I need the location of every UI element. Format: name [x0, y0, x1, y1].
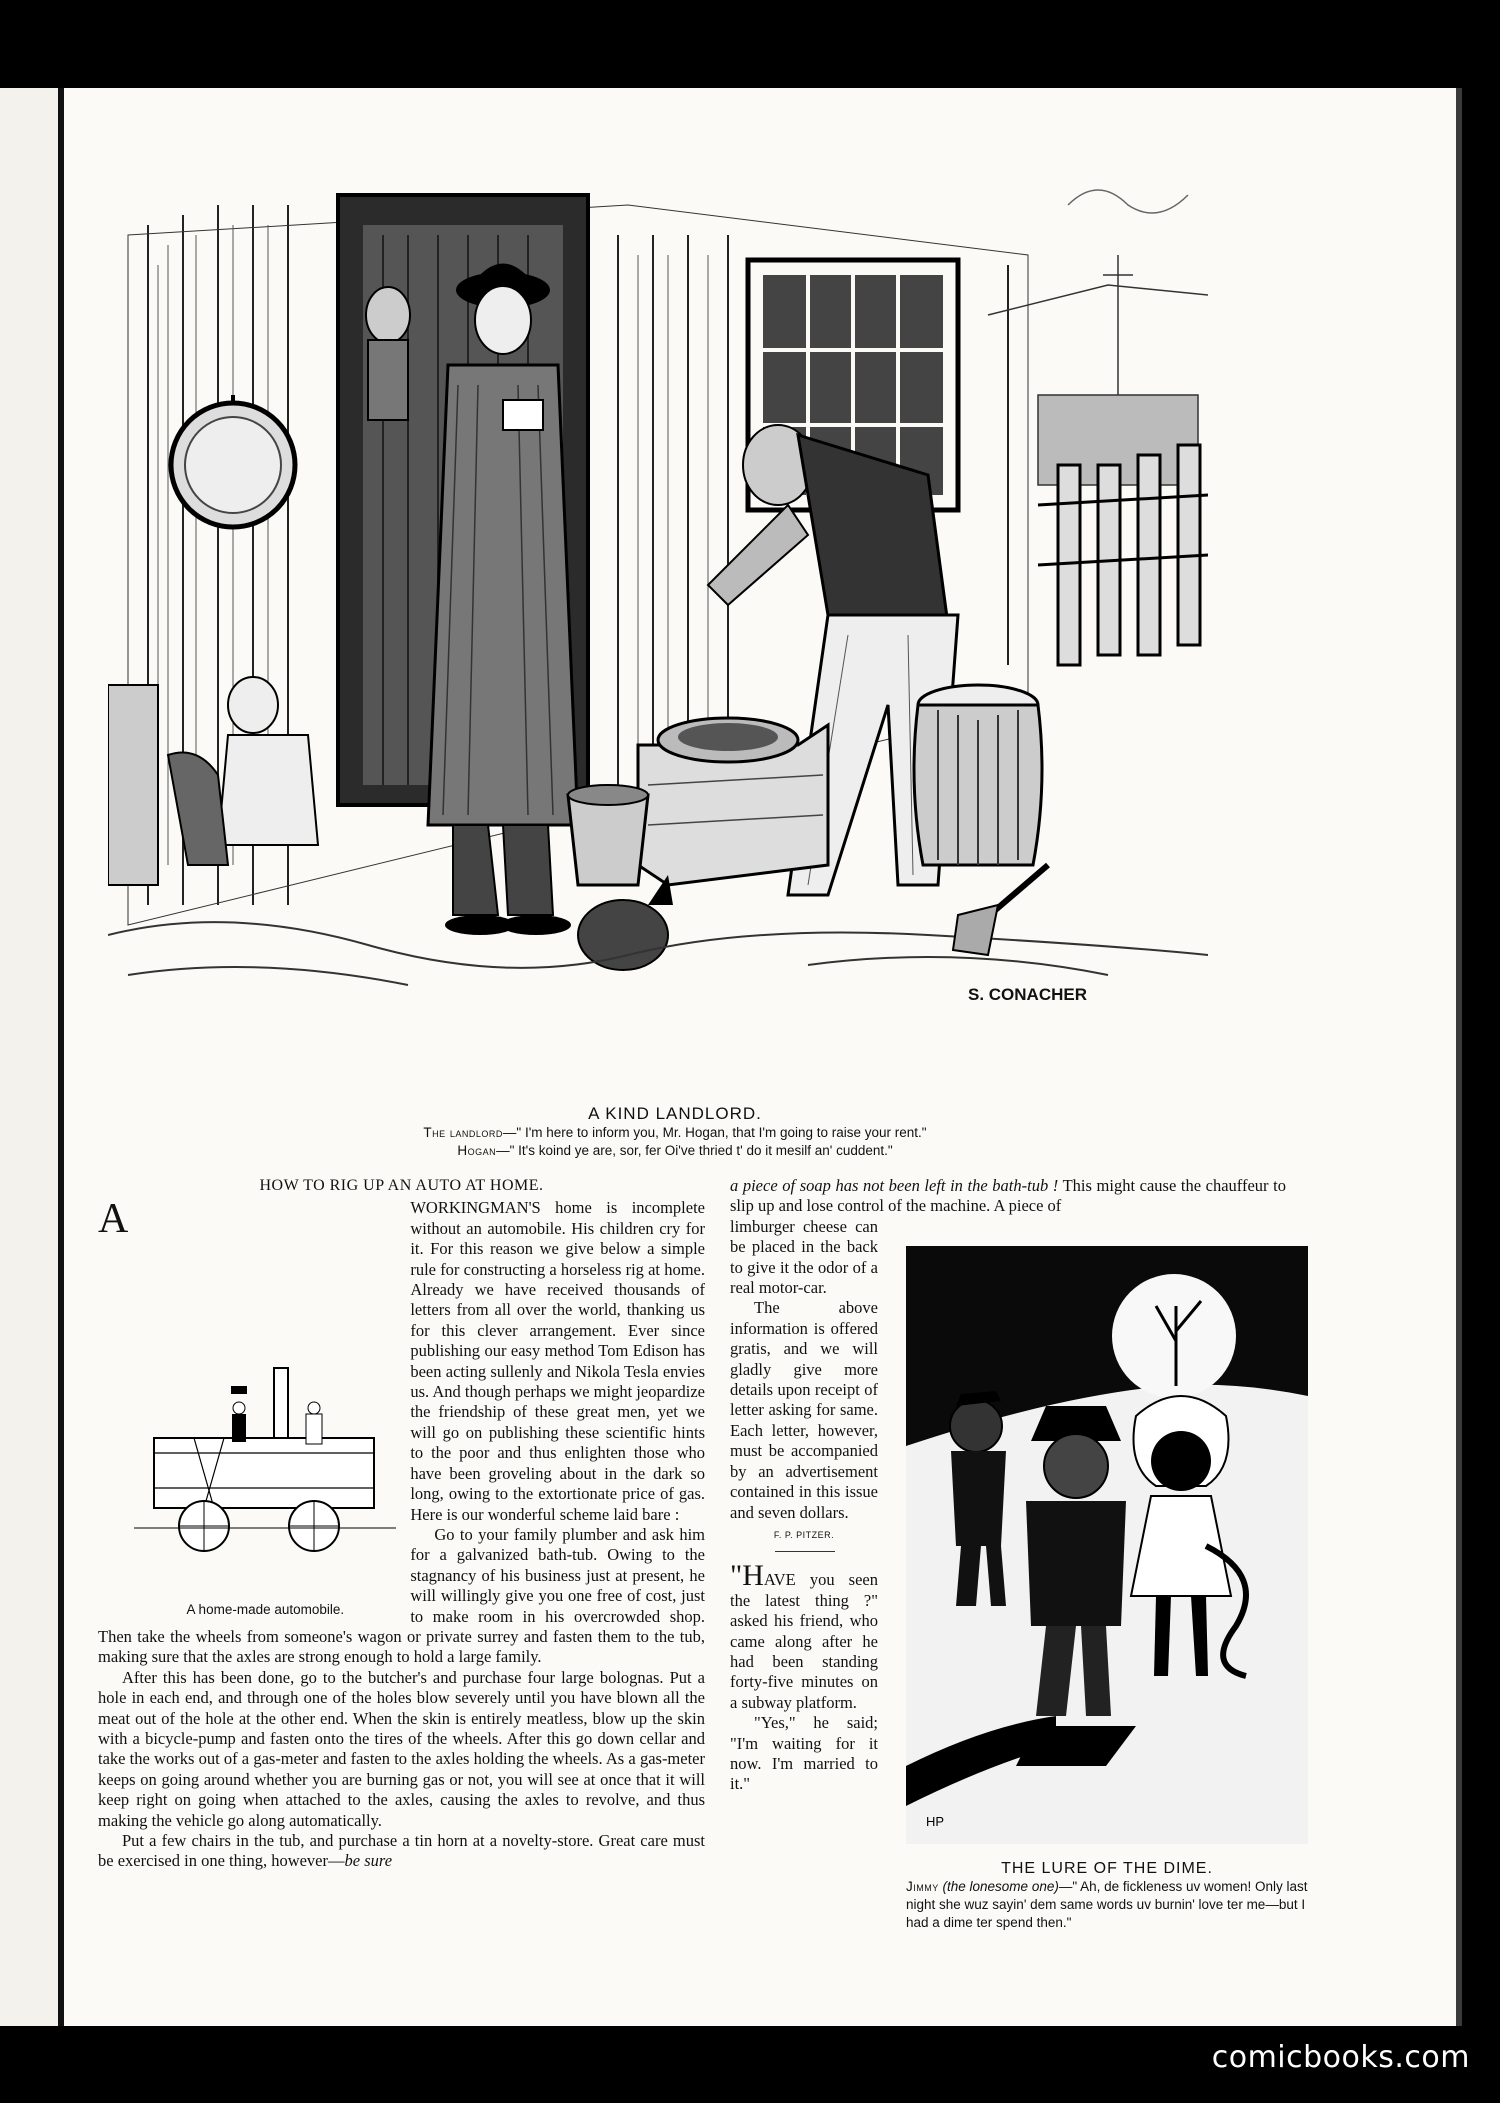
joke-text-1: AVE you seen the latest thing ?" asked his friend, who came along after he had been standing forty-five minutes on a subway platform.: [730, 1570, 878, 1712]
joke-paragraph-2: "Yes," he said; "I'm waiting for it now. I'm married to it.": [730, 1713, 878, 1794]
caption-line-hogan: [150, 1142, 1200, 1160]
article-paragraph-2: Go to your family plumber and ask him for a galvanized bath-tub. Owing to the stagnancy of his business just at present, he will willingly give you one free of cost, just to make room in his overcrowded shop. Then take the wheels from someone's wagon or private surrey and fasten them to the tub, making sure that the axles are strong enough to hold a large family.: [98, 1524, 705, 1667]
limburger-paragraph: limburger cheese can be placed in the back to give it the odor of a real motor-car.: [730, 1216, 878, 1298]
joke-paragraph-1: [730, 1559, 878, 1713]
site-watermark: comicbooks.com: [1211, 2040, 1470, 2075]
article-continuation: [730, 1176, 1286, 1217]
automobile-drawing: [134, 1358, 396, 1598]
separator-rule: [775, 1551, 835, 1552]
lure-of-the-dime-illustration: [906, 1246, 1308, 1844]
chauffeur-text: This might cause the chauffeur to slip up and lose control of the machine. A piece of: [730, 1176, 1286, 1216]
speaker-hogan: Hogan: [457, 1143, 497, 1158]
figure-caption: A home-made automobile.: [186, 1602, 345, 1617]
speaker-jimmy: Jimmy: [906, 1879, 939, 1894]
caption-line-landlord: [150, 1124, 1200, 1142]
dime-caption-title: THE LURE OF THE DIME.: [1001, 1860, 1213, 1877]
caption-title: A KIND LANDLORD.: [588, 1104, 762, 1123]
previous-page-edge: [0, 88, 58, 2026]
lure-of-the-dime-caption: [906, 1860, 1308, 1932]
soap-warning: a piece of soap has not been left in the bath-tub !: [730, 1176, 1059, 1195]
offer-paragraph: The above information is offered gratis, and we will gladly give more details upon receipt of letter asking for same. Each letter, however, must be accompanied by an advertisement contained in this issue and seven dollars.: [730, 1298, 878, 1522]
landlord-dialogue: —" I'm here to inform you, Mr. Hogan, that I'm going to raise your rent.": [502, 1125, 927, 1140]
article-paragraph-4-text: Put a few chairs in the tub, and purchase a tin horn at a novelty-store. Great care must be exercised in one thing, however—: [98, 1831, 705, 1871]
article-paragraph-3: After this has been done, go to the butcher's and purchase four large bolognas. Put a hole in each end, and through one of the holes blow severely until you have blown all the meat out of the hole at the other end. When the skin is entirely meatless, blow up the skin with a bicycle-pump and fasten onto the tires of the wheels. After this go down cellar and take the works out of a gas-meter and fasten to the axles holding the wheels. As a gas-meter keeps on going around whether you are burning gas or not, you will see at once that it will keep right on going when attached to the axles, causing the axles to revolve, and thus making the vehicle go along automatically.: [98, 1667, 705, 1830]
narrow-column: [730, 1217, 878, 1795]
page-edge-shadow: [1456, 88, 1462, 2026]
jimmy-dialogue: —" Ah, de fickleness uv women! Only last night she wuz sayin' dem same words uv burnin' love ter me—but I had a dime ter spend then.": [906, 1879, 1308, 1930]
hogan-dialogue: —" It's koind ye are, sor, fer Oi've thried t' do it mesilf an' cuddent.": [496, 1143, 893, 1158]
article-column: [98, 1176, 705, 1872]
home-made-automobile-figure: [134, 1358, 396, 1620]
joke-bigletter: H: [742, 1559, 764, 1593]
drop-cap: A: [98, 1196, 129, 1243]
article-title: HOW TO RIG UP AN AUTO AT HOME.: [259, 1177, 544, 1194]
joke-open-quote: ": [730, 1559, 743, 1593]
kind-landlord-caption: [150, 1104, 1200, 1160]
article-paragraph-4: [98, 1831, 705, 1872]
kind-landlord-illustration: [108, 145, 1208, 1095]
author-signature: F. P. PITZER.: [773, 1529, 835, 1540]
artist-signature: S. CONACHER: [968, 985, 1088, 1004]
article-paragraph-4-italic: be sure: [344, 1851, 393, 1871]
dime-caption-text: [906, 1878, 1308, 1932]
speaker-landlord: The landlord: [423, 1125, 503, 1140]
article-paragraph-1: WORKINGMAN'S home is incomplete without an automobile. His children cry for it. For this reason we give below a simple rule for constructing a horseless rig at home. Already we have received thousands of letters from all over the world, thanking us for this clever arrangement. Ever since publishing our easy method Tom Edison has been acting sullenly and Nikola Tesla envies us. And though perhaps we might jeopardize the friendship of these great men, yet we will go on publishing these scientific hints to the poor and thus enlighten those who have been groveling about in the dark so long, owing to the extortionate price of gas. Here is our wonderful scheme laid bare :: [410, 1198, 705, 1524]
speaker-note: (the lonesome one): [942, 1879, 1059, 1894]
artist-monogram: HP: [926, 1814, 945, 1829]
